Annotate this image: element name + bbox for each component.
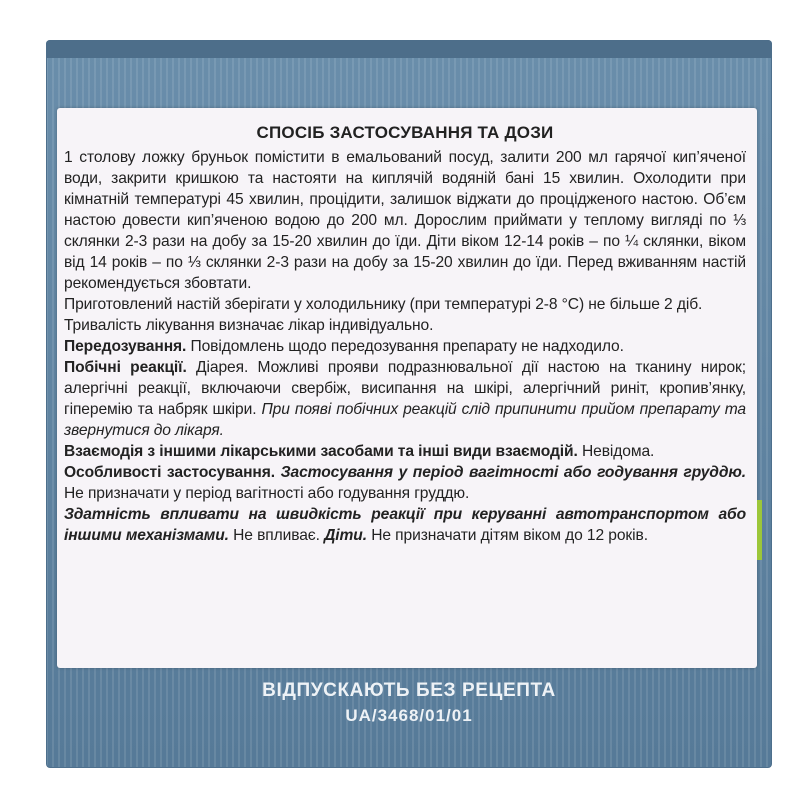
features-subheading: Застосування у період вагітності або годування груддю. <box>274 464 747 481</box>
interactions-label: Взаємодія з іншими лікарськими засобами та інші види взаємодій. <box>64 443 578 460</box>
interactions-paragraph <box>64 441 746 462</box>
driving-paragraph <box>64 504 746 546</box>
green-edge-accent <box>757 500 762 560</box>
overdose-label: Передозування. <box>64 338 187 355</box>
package-top-edge <box>46 40 772 58</box>
registration-number: UA/3468/01/01 <box>345 706 473 725</box>
instructions-text <box>64 122 746 546</box>
storage-paragraph: Приготовлений настій зберігати у холодильнику (при температурі 2-8 °С) не більше 2 діб. <box>64 296 703 313</box>
section-title: СПОСІБ ЗАСТОСУВАННЯ ТА ДОЗИ <box>256 123 554 142</box>
children-text: Не призначати дітям віком до 12 років. <box>366 527 648 544</box>
features-paragraph <box>64 462 746 504</box>
side-effects-label: Побічні реакції. <box>64 359 187 376</box>
prescription-status: ВІДПУСКАЮТЬ БЕЗ РЕЦЕПТА <box>262 680 556 701</box>
driving-label: Здатність впливати на швидкість реакції при керуванні автотранспортом або іншими механізмами. <box>64 506 746 544</box>
overdose-paragraph <box>64 336 746 357</box>
features-label: Особливості застосування. <box>64 464 275 481</box>
features-text: Не призначати у період вагітності або годування груддю. <box>64 485 470 502</box>
interactions-text: Невідома. <box>577 443 655 460</box>
children-label: Діти. <box>319 527 367 544</box>
side-effects-paragraph <box>64 357 746 441</box>
overdose-text: Повідомлень щодо передозування препарату не надходило. <box>186 338 624 355</box>
dosage-paragraph: 1 столову ложку бруньок помістити в емальований посуд, залити 200 мл гарячої кип’яченої води, закрити кришкою та настояти на киплячій водяній бані 15 хвилин. Охолодити при кімнатній температурі 45 хвилин, процідити, залишок віджати до процідженого настою. Об’єм настою довести кип’яченою водою до 200 мл. Дорослим приймати у теплому вигляді по ⅓ склянки 2-3 рази на добу за 15-20 хвилин до їди. Діти віком 12-14 років – по ¼ склянки, віком від 14 років – по ⅓ склянки 2-3 рази на добу за 15-20 хвилин до їди. Перед вживанням настій рекомендується збовтати. <box>64 149 746 292</box>
side-effects-warning: При появі побічних реакцій слід припинити прийом препарату та звернутися до лікаря. <box>64 401 746 439</box>
side-effects-text: Діарея. Можливі прояви подразнювальної дії настою на тканину нирок; алергічні реакції, включаючи свербіж, висипання на шкірі, алергічний риніт, кропив’янку, гіперемію та набряк шкіри. <box>64 359 747 418</box>
driving-text: Не впливає. <box>228 527 320 544</box>
duration-paragraph: Тривалість лікування визначає лікар індивідуально. <box>64 317 434 334</box>
